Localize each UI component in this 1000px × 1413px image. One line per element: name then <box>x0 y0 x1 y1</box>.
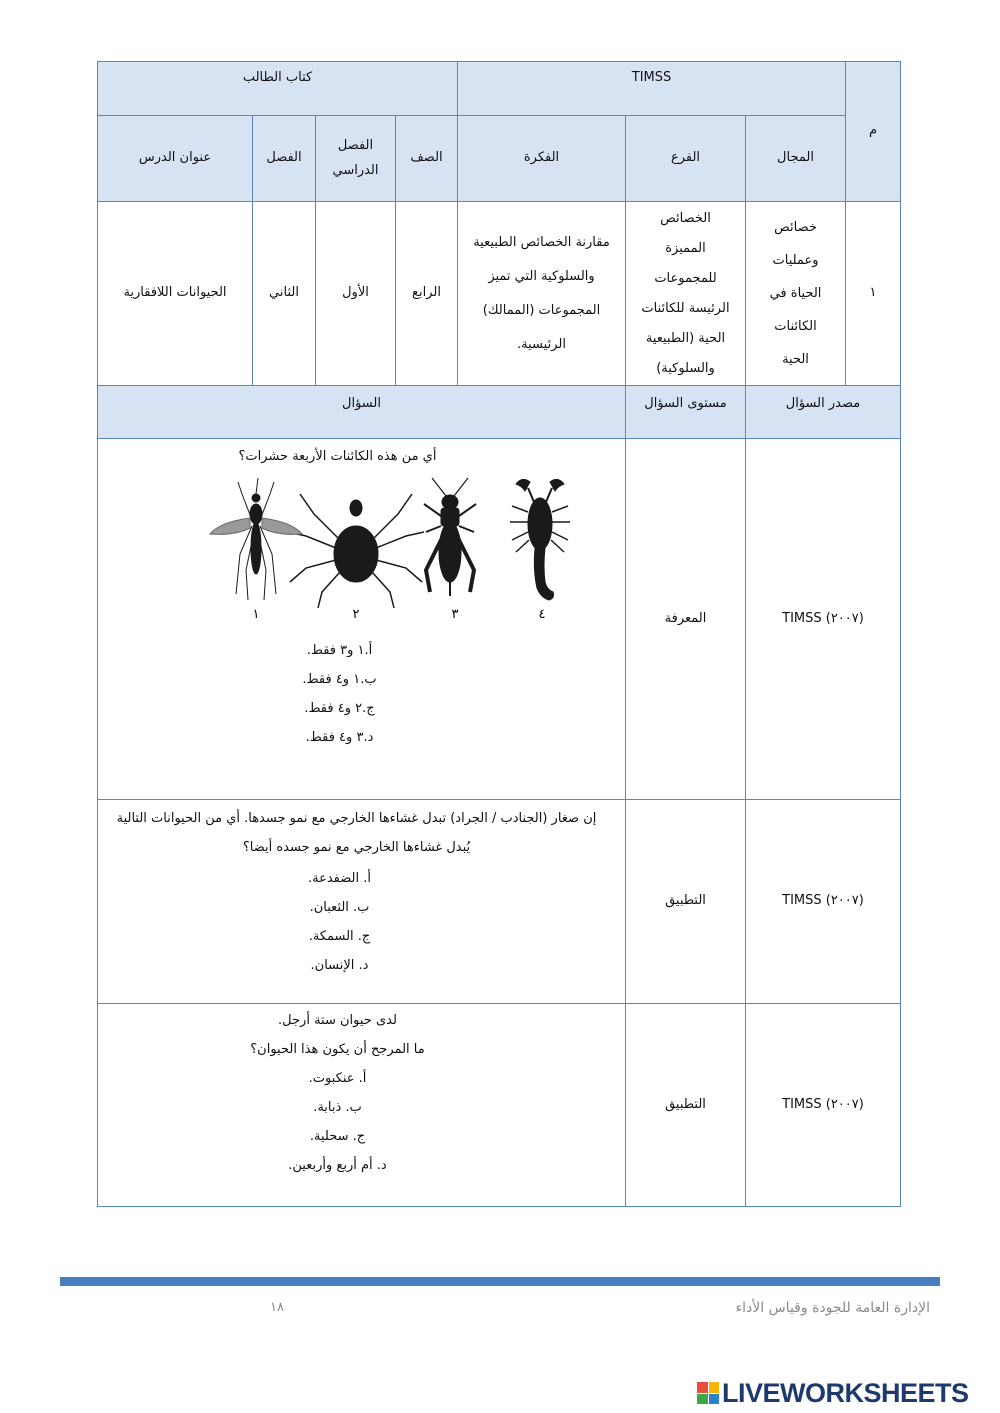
branch-header: الفرع <box>626 116 746 202</box>
q2-option-c[interactable]: ج. السمكة. <box>308 929 371 944</box>
idea-header: الفكرة <box>458 116 626 202</box>
logo-square-2 <box>709 1382 720 1393</box>
logo-square-3 <box>697 1394 708 1405</box>
q3-source <box>746 1004 901 1207</box>
tick-figure <box>288 494 424 608</box>
row-lesson: الحيوانات اللافقارية <box>98 202 253 386</box>
scorpion-figure <box>510 479 570 600</box>
term-header-label: الفصل الدراسي <box>332 137 379 178</box>
q1-level: المعرفة <box>626 439 746 800</box>
figure-label-4: ٤ <box>538 606 546 622</box>
timss-header: TIMSS <box>458 62 846 116</box>
chapter-header: الفصل <box>253 116 316 202</box>
row-branch-text: الخصائص المميزة للمجموعات الرئيسة للكائنات الحية (الطبيعية والسلوكية) <box>641 210 730 376</box>
footer-title: الإدارة العامة للجودة وقياس الأداء <box>735 1300 930 1316</box>
row-branch <box>626 202 746 386</box>
lesson-header: عنوان الدرس <box>98 116 253 202</box>
q3-stem-1: لدى حيوان ستة أرجل. <box>278 1013 397 1028</box>
q3-level: التطبيق <box>626 1004 746 1207</box>
q2-source <box>746 800 901 1004</box>
row-term: الأول <box>316 202 396 386</box>
q2-level: التطبيق <box>626 800 746 1004</box>
term-header <box>316 116 396 202</box>
q2-option-b[interactable]: ب. الثعبان. <box>309 900 370 915</box>
index-header: م <box>846 62 901 202</box>
q3-option-b[interactable]: ب. ذبابة. <box>313 1100 362 1115</box>
cricket-figure <box>424 478 476 596</box>
liveworksheets-logo-icon <box>697 1382 719 1404</box>
q1-stem: أي من هذه الكائنات الأربعة حشرات؟ <box>238 449 437 464</box>
q3-option-d[interactable]: د. أم أربع وأربعين. <box>288 1158 387 1173</box>
q1-option-d[interactable]: د.٣ و٤ فقط. <box>305 729 374 745</box>
figure-label-2: ٢ <box>352 606 360 622</box>
question-header: السؤال <box>98 386 626 439</box>
liveworksheets-text: LIVEWORKSHEETS <box>722 1377 969 1408</box>
q2-options <box>110 864 569 980</box>
row-grade: الرابع <box>396 202 458 386</box>
source-header: مصدر السؤال <box>746 386 901 439</box>
q1-body <box>98 439 626 800</box>
row-idea-text: مقارنة الخصائص الطبيعية والسلوكية التي تميز المجموعات (الممالك) الرئيسية. <box>473 234 610 352</box>
row-index: ١ <box>846 202 901 386</box>
q3-options <box>110 1006 565 1180</box>
q3-source-text: TIMSS (٢٠٠٧) <box>782 1096 864 1112</box>
row-chapter: الثاني <box>253 202 316 386</box>
q2-source-text: TIMSS (٢٠٠٧) <box>782 893 864 909</box>
logo-square-1 <box>697 1382 708 1393</box>
q2-body <box>98 800 626 1004</box>
q2-option-a[interactable]: أ. الضفدعة. <box>308 871 371 886</box>
q2-stem: إن صغار (الجنادب / الجراد) تبدل غشاءها الخارجي مع نمو جسدها. أي من الحيوانات التالية يُبدل غشاءها الخارجي مع نمو جسده أيضا؟ <box>116 811 597 855</box>
q2-option-d[interactable]: د. الإنسان. <box>310 958 369 973</box>
row-idea <box>458 202 626 386</box>
q1-source-text: TIMSS (٢٠٠٧) <box>782 610 864 626</box>
q1-option-c[interactable]: ج.٢ و٤ فقط. <box>304 700 375 716</box>
mosquito-figure <box>210 478 302 600</box>
level-header: مستوى السؤال <box>626 386 746 439</box>
q3-stem-2: ما المرجح أن يكون هذا الحيوان؟ <box>250 1042 425 1057</box>
q3-option-c[interactable]: ج. سحلية. <box>309 1129 366 1144</box>
q1-option-b[interactable]: ب.١ و٤ فقط. <box>302 671 377 687</box>
row-domain-text: خصائص وعمليات الحياة في الكائنات الحية <box>769 220 822 367</box>
logo-square-4 <box>709 1394 720 1405</box>
q1-source <box>746 439 901 800</box>
insects-figure <box>110 474 613 624</box>
liveworksheets-watermark <box>697 1378 969 1408</box>
q3-option-a[interactable]: أ. عنكبوت. <box>308 1071 367 1086</box>
q1-options <box>110 636 569 752</box>
student-book-header: كتاب الطالب <box>98 62 458 116</box>
footer-bar <box>60 1277 940 1286</box>
q1-option-a[interactable]: أ.١ و٣ فقط. <box>306 642 373 658</box>
page-number: ١٨ <box>270 1300 284 1315</box>
figure-label-3: ٣ <box>451 606 459 622</box>
grade-header: الصف <box>396 116 458 202</box>
domain-header: المجال <box>746 116 846 202</box>
curriculum-table <box>97 61 901 1207</box>
q3-body <box>98 1004 626 1207</box>
row-domain <box>746 202 846 386</box>
figure-label-1: ١ <box>252 606 260 622</box>
